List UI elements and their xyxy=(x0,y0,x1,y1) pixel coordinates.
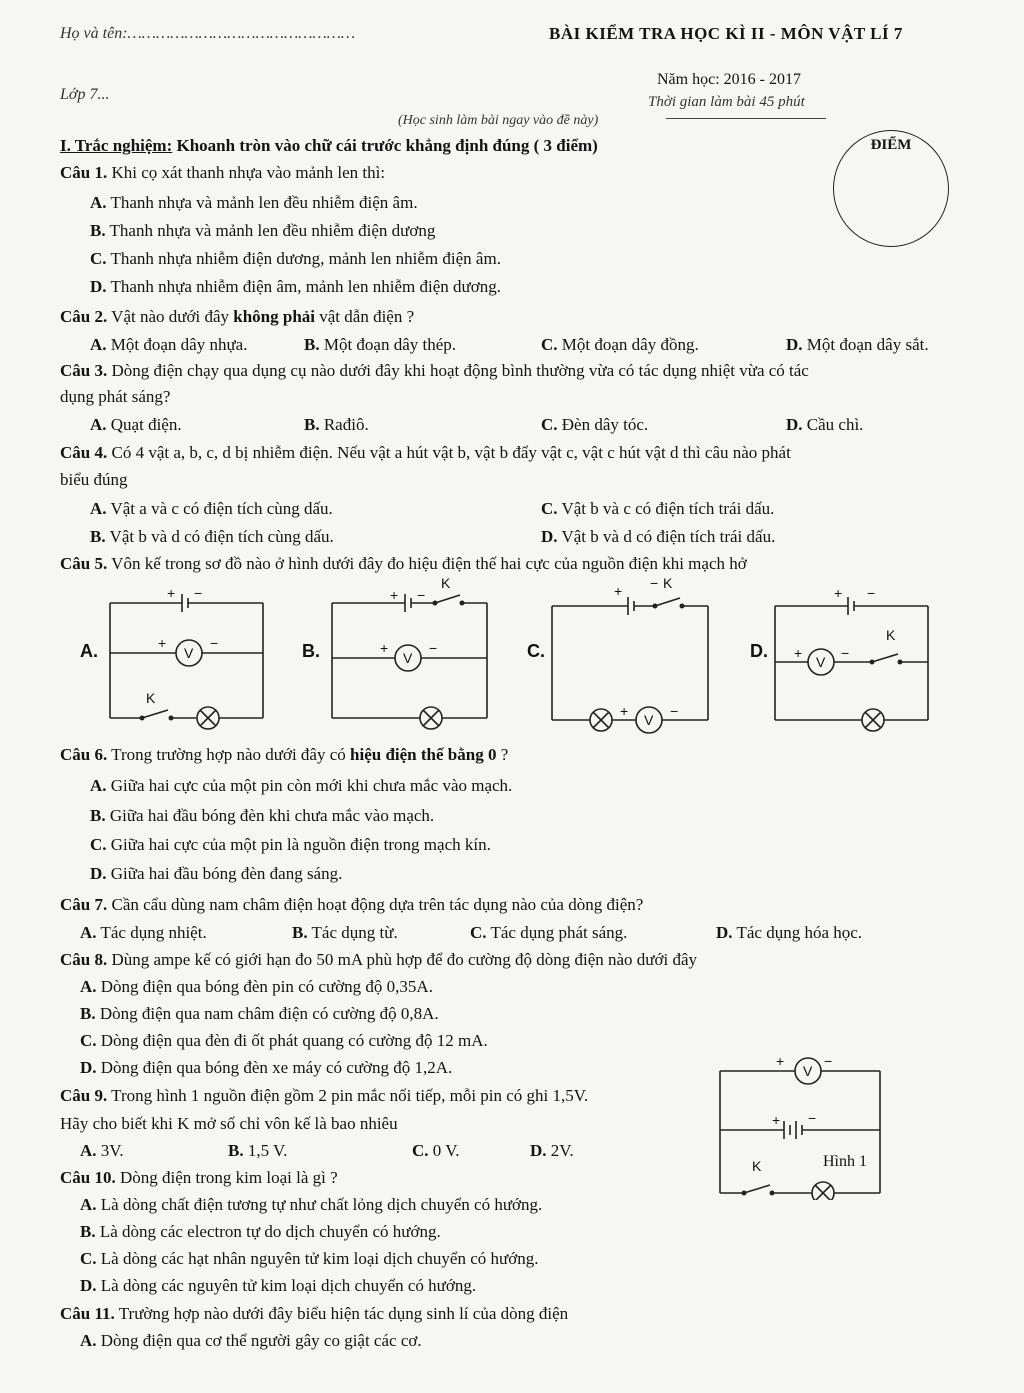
option-text: Vật b và d có điện tích cùng dấu. xyxy=(105,527,334,546)
circuit-d[interactable] xyxy=(775,597,928,731)
option-text: Dòng điện qua bóng đèn xe máy có cường độ 1,2A. xyxy=(96,1058,453,1077)
option-text: Rađiô. xyxy=(319,415,369,434)
circuit-b-switch: K xyxy=(441,575,451,591)
q10-option-c[interactable] xyxy=(80,1249,538,1269)
question-text: Dòng điện trong kim loại là gì ? xyxy=(115,1168,338,1187)
option-key: C. xyxy=(90,835,107,854)
circuit-b-label: B. xyxy=(302,641,320,661)
q7-option-c[interactable] xyxy=(470,923,627,943)
circuit-a[interactable] xyxy=(110,594,263,729)
option-text: Dòng điện qua cơ thể người gây co giật các cơ. xyxy=(96,1331,422,1350)
circuit-c-voltmeter-plus: + xyxy=(620,703,629,719)
q10-option-a[interactable] xyxy=(80,1195,542,1215)
instruction-note: (Học sinh làm bài ngay vào đề này) xyxy=(398,113,599,128)
circuit-d-switch: K xyxy=(886,627,896,643)
figure-1-switch: K xyxy=(752,1158,762,1174)
question-text: vật dẫn điện ? xyxy=(315,307,415,326)
option-key: A. xyxy=(90,335,107,354)
question-3-continued: dụng phát sáng? xyxy=(60,387,171,406)
q9-option-b[interactable] xyxy=(228,1141,287,1161)
figure-1-voltmeter: V xyxy=(803,1063,813,1079)
option-key: A. xyxy=(80,923,97,942)
question-9 xyxy=(60,1086,588,1106)
circuit-a-switch: K xyxy=(146,690,156,706)
q3-option-d[interactable] xyxy=(786,415,863,435)
option-text: 0 V. xyxy=(428,1141,460,1160)
circuit-c[interactable] xyxy=(552,597,708,733)
question-number: Câu 4. xyxy=(60,443,108,462)
option-key: B. xyxy=(80,1004,96,1023)
option-text: Là dòng chất điện tương tự như chất lỏng dịch chuyển có hướng. xyxy=(96,1195,543,1214)
circuit-c-voltmeter: V xyxy=(644,712,654,728)
option-key: D. xyxy=(90,277,107,296)
q6-option-c[interactable] xyxy=(90,835,491,855)
option-text: Dòng điện qua nam châm điện có cường độ 0,8A. xyxy=(95,1004,439,1023)
question-number: Câu 2. xyxy=(60,307,108,326)
option-key: B. xyxy=(292,923,308,942)
circuit-d-voltmeter-minus: − xyxy=(841,645,850,661)
q8-option-d[interactable] xyxy=(80,1058,452,1078)
option-text: Giữa hai cực của một pin là nguồn điện trong mạch kín. xyxy=(106,835,491,854)
question-text: Dùng ampe kế có giới hạn đo 50 mA phù hợp để đo cường độ dòng điện nào dưới đây xyxy=(107,950,698,969)
option-text: Một đoạn dây thép. xyxy=(319,335,457,354)
q7-option-d[interactable] xyxy=(716,923,862,943)
option-key: D. xyxy=(80,1276,97,1295)
figure-1-voltmeter-minus: − xyxy=(824,1053,833,1069)
question-11 xyxy=(60,1304,568,1324)
option-text: Thanh nhựa và mảnh len đều nhiễm điện âm. xyxy=(106,193,418,212)
option-text: Tác dụng phát sáng. xyxy=(486,923,628,942)
q2-option-d[interactable] xyxy=(786,335,929,355)
question-text: Cần cẩu dùng nam châm điện hoạt động dựa trên tác dụng nào của dòng điện? xyxy=(107,895,644,914)
question-number: Câu 7. xyxy=(60,895,108,914)
option-text: Là dòng các electron tự do dịch chuyển có hướng. xyxy=(95,1222,441,1241)
option-text: Một đoạn dây sắt. xyxy=(802,335,929,354)
figure-1-voltmeter-plus: + xyxy=(776,1053,785,1069)
circuit-c-switch: K xyxy=(663,575,673,591)
question-number: Câu 8. xyxy=(60,950,108,969)
option-text: Một đoạn dây đồng. xyxy=(557,335,699,354)
q2-option-b[interactable] xyxy=(304,335,456,355)
q10-option-d[interactable] xyxy=(80,1276,476,1296)
student-name-field[interactable]: Họ và tên:………………………………………… xyxy=(60,25,356,42)
circuit-c-plus: + xyxy=(614,583,623,599)
option-key: B. xyxy=(228,1141,244,1160)
option-key: A. xyxy=(90,415,107,434)
section-1-instruction: Khoanh tròn vào chữ cái trước khẳng định đúng ( 3 điểm) xyxy=(172,136,598,155)
circuit-c-minus: − xyxy=(650,575,659,591)
q8-option-b[interactable] xyxy=(80,1004,439,1024)
option-text: Quạt điện. xyxy=(106,415,182,434)
q2-option-c[interactable] xyxy=(541,335,699,355)
q7-option-a[interactable] xyxy=(80,923,207,943)
figure-1-circuit xyxy=(700,1050,890,1200)
q4-option-d[interactable] xyxy=(541,527,775,547)
q1-option-d[interactable] xyxy=(90,277,501,297)
option-text: Giữa hai cực của một pin còn mới khi chưa mắc vào mạch. xyxy=(106,776,513,795)
option-key: C. xyxy=(470,923,487,942)
option-text: Thanh nhựa và mảnh len đều nhiễm điện dương xyxy=(105,221,436,240)
question-text: ? xyxy=(496,745,509,764)
q4-option-b[interactable] xyxy=(90,527,334,547)
q5-circuit-diagrams xyxy=(0,570,1024,745)
q1-option-b[interactable] xyxy=(90,221,435,241)
score-circle xyxy=(833,130,949,247)
circuit-d-voltmeter: V xyxy=(816,654,826,670)
question-text: Trường hợp nào dưới đây biểu hiện tác dụng sinh lí của dòng điện xyxy=(114,1304,569,1323)
figure-1-source-minus: − xyxy=(808,1110,817,1126)
q11-option-a[interactable] xyxy=(80,1331,422,1351)
circuit-b-minus: − xyxy=(417,587,426,603)
figure-1-source-plus: + xyxy=(772,1112,781,1128)
question-4-continued: biểu đúng xyxy=(60,470,128,489)
school-year: Năm học: 2016 - 2017 xyxy=(657,71,801,88)
option-key: C. xyxy=(80,1249,97,1268)
option-key: D. xyxy=(80,1058,97,1077)
option-key: B. xyxy=(90,806,106,825)
circuit-c-voltmeter-minus: − xyxy=(670,703,679,719)
exam-title: BÀI KIỂM TRA HỌC KÌ II - MÔN VẬT LÍ 7 xyxy=(549,24,903,43)
question-text: Trong hình 1 nguồn điện gồm 2 pin mắc nối tiếp, mỗi pin có ghi 1,5V. xyxy=(107,1086,589,1105)
score-label: ĐIỂM xyxy=(870,137,912,153)
option-key: C. xyxy=(541,335,558,354)
question-2 xyxy=(60,307,414,327)
option-text: Thanh nhựa nhiễm điện âm, mảnh len nhiễm điện dương. xyxy=(106,277,501,296)
question-1 xyxy=(60,163,385,183)
question-number: Câu 3. xyxy=(60,361,108,380)
question-4 xyxy=(60,443,791,463)
question-text: Trong trường hợp nào dưới đây có xyxy=(107,745,351,764)
circuit-d-plus: + xyxy=(834,585,843,601)
option-text: Dòng điện qua bóng đèn pin có cường độ 0,35A. xyxy=(96,977,433,996)
option-key: A. xyxy=(80,1141,97,1160)
option-text: Dòng điện qua đèn đi ốt phát quang có cường độ 12 mA. xyxy=(96,1031,488,1050)
q8-option-a[interactable] xyxy=(80,977,433,997)
q9-option-a[interactable] xyxy=(80,1141,124,1161)
q8-option-c[interactable] xyxy=(80,1031,488,1051)
class-field[interactable]: Lớp 7... xyxy=(60,86,110,103)
question-7 xyxy=(60,895,643,915)
question-10 xyxy=(60,1168,338,1188)
option-text: Tác dụng từ. xyxy=(307,923,398,942)
header-divider xyxy=(666,118,826,119)
option-text: Giữa hai đầu bóng đèn đang sáng. xyxy=(106,864,343,883)
option-key: D. xyxy=(786,415,803,434)
question-number: Câu 11. xyxy=(60,1304,115,1323)
figure-1-caption: Hình 1 xyxy=(823,1153,867,1170)
option-key: B. xyxy=(90,221,106,240)
option-text: 1,5 V. xyxy=(243,1141,288,1160)
circuit-b-voltmeter-plus: + xyxy=(380,640,389,656)
option-key: A. xyxy=(80,1195,97,1214)
q3-option-a[interactable] xyxy=(90,415,182,435)
q6-option-d[interactable] xyxy=(90,864,342,884)
duration: Thời gian làm bài 45 phút xyxy=(648,94,805,110)
option-key: B. xyxy=(90,527,106,546)
question-number: Câu 5. xyxy=(60,554,108,573)
question-number: Câu 9. xyxy=(60,1086,108,1105)
circuit-a-voltmeter: V xyxy=(184,645,194,661)
option-key: D. xyxy=(786,335,803,354)
option-key: D. xyxy=(541,527,558,546)
option-key: A. xyxy=(90,776,107,795)
question-6 xyxy=(60,745,508,765)
q3-option-c[interactable] xyxy=(541,415,648,435)
q6-option-b[interactable] xyxy=(90,806,434,826)
question-8 xyxy=(60,950,697,970)
q1-option-a[interactable] xyxy=(90,193,418,213)
q10-option-b[interactable] xyxy=(80,1222,441,1242)
question-emphasis: hiệu điện thế bằng 0 xyxy=(350,745,497,764)
option-key: B. xyxy=(304,335,320,354)
circuit-a-voltmeter-plus: + xyxy=(158,635,167,651)
circuit-d-label: D. xyxy=(750,641,768,661)
option-key: C. xyxy=(80,1031,97,1050)
question-text: Khi cọ xát thanh nhựa vào mảnh len thì: xyxy=(107,163,386,182)
option-text: Thanh nhựa nhiễm điện dương, mảnh len nhiễm điện âm. xyxy=(106,249,501,268)
option-key: C. xyxy=(412,1141,429,1160)
question-text: Có 4 vật a, b, c, d bị nhiễm điện. Nếu vật a hút vật b, vật b đẩy vật c, vật c hút vật d thì câu nào phát xyxy=(107,443,791,462)
option-text: Vật a và c có điện tích cùng dấu. xyxy=(106,499,333,518)
option-text: Cầu chì. xyxy=(802,415,864,434)
q6-option-a[interactable] xyxy=(90,776,512,796)
question-emphasis: không phải xyxy=(233,307,315,326)
question-number: Câu 1. xyxy=(60,163,108,182)
section-1-title: I. Trắc nghiệm: xyxy=(60,136,173,155)
question-3 xyxy=(60,361,809,381)
question-text: Vật nào dưới đây xyxy=(107,307,234,326)
option-key: C. xyxy=(541,499,558,518)
circuit-a-label: A. xyxy=(80,641,98,661)
q9-option-c[interactable] xyxy=(412,1141,460,1161)
circuit-a-plus: + xyxy=(167,585,176,601)
option-text: 2V. xyxy=(546,1141,574,1160)
option-key: A. xyxy=(80,1331,97,1350)
q9-option-d[interactable] xyxy=(530,1141,574,1161)
question-text: Vôn kế trong sơ đồ nào ở hình dưới đây đo hiệu điện thế hai cực của nguồn điện khi mạch hở xyxy=(107,554,747,573)
circuit-d-minus: − xyxy=(867,585,876,601)
q1-option-c[interactable] xyxy=(90,249,501,269)
option-text: Là dòng các nguyên tử kim loại dịch chuyển có hướng. xyxy=(96,1276,477,1295)
q4-option-a[interactable] xyxy=(90,499,333,519)
question-text: Dòng điện chạy qua dụng cụ nào dưới đây khi hoạt động bình thường vừa có tác dụng nhiệt vừa có tác xyxy=(107,361,809,380)
question-number: Câu 10. xyxy=(60,1168,116,1187)
circuit-b-voltmeter-minus: − xyxy=(429,640,438,656)
question-number: Câu 6. xyxy=(60,745,108,764)
option-text: Vật b và c có điện tích trái dấu. xyxy=(557,499,775,518)
option-key: A. xyxy=(80,977,97,996)
option-text: Giữa hai đầu bóng đèn khi chưa mắc vào mạch. xyxy=(105,806,435,825)
option-key: D. xyxy=(530,1141,547,1160)
circuit-d-voltmeter-plus: + xyxy=(794,645,803,661)
circuit-b-plus: + xyxy=(390,587,399,603)
q3-option-b[interactable] xyxy=(304,415,369,435)
section-1-heading xyxy=(60,136,598,156)
circuit-c-label: C. xyxy=(527,641,545,661)
option-key: C. xyxy=(541,415,558,434)
option-text: Tác dụng hóa học. xyxy=(732,923,863,942)
option-text: Là dòng các hạt nhân nguyên tử kim loại dịch chuyển có hướng. xyxy=(96,1249,539,1268)
circuit-b-voltmeter: V xyxy=(403,650,413,666)
option-key: C. xyxy=(90,249,107,268)
option-text: Vật b và d có điện tích trái dấu. xyxy=(557,527,776,546)
q2-option-a[interactable] xyxy=(90,335,247,355)
option-text: Tác dụng nhiệt. xyxy=(96,923,207,942)
option-text: 3V. xyxy=(96,1141,124,1160)
option-key: D. xyxy=(90,864,107,883)
option-key: B. xyxy=(80,1222,96,1241)
option-key: A. xyxy=(90,193,107,212)
circuit-a-voltmeter-minus: − xyxy=(210,635,219,651)
option-key: A. xyxy=(90,499,107,518)
option-key: B. xyxy=(304,415,320,434)
option-text: Một đoạn dây nhựa. xyxy=(106,335,248,354)
circuit-a-minus: − xyxy=(194,585,203,601)
q7-option-b[interactable] xyxy=(292,923,398,943)
question-9-continued: Hãy cho biết khi K mở số chỉ vôn kế là bao nhiêu xyxy=(60,1114,398,1133)
q4-option-c[interactable] xyxy=(541,499,774,519)
option-key: D. xyxy=(716,923,733,942)
circuit-text-labels xyxy=(146,575,896,728)
option-text: Đèn dây tóc. xyxy=(557,415,649,434)
